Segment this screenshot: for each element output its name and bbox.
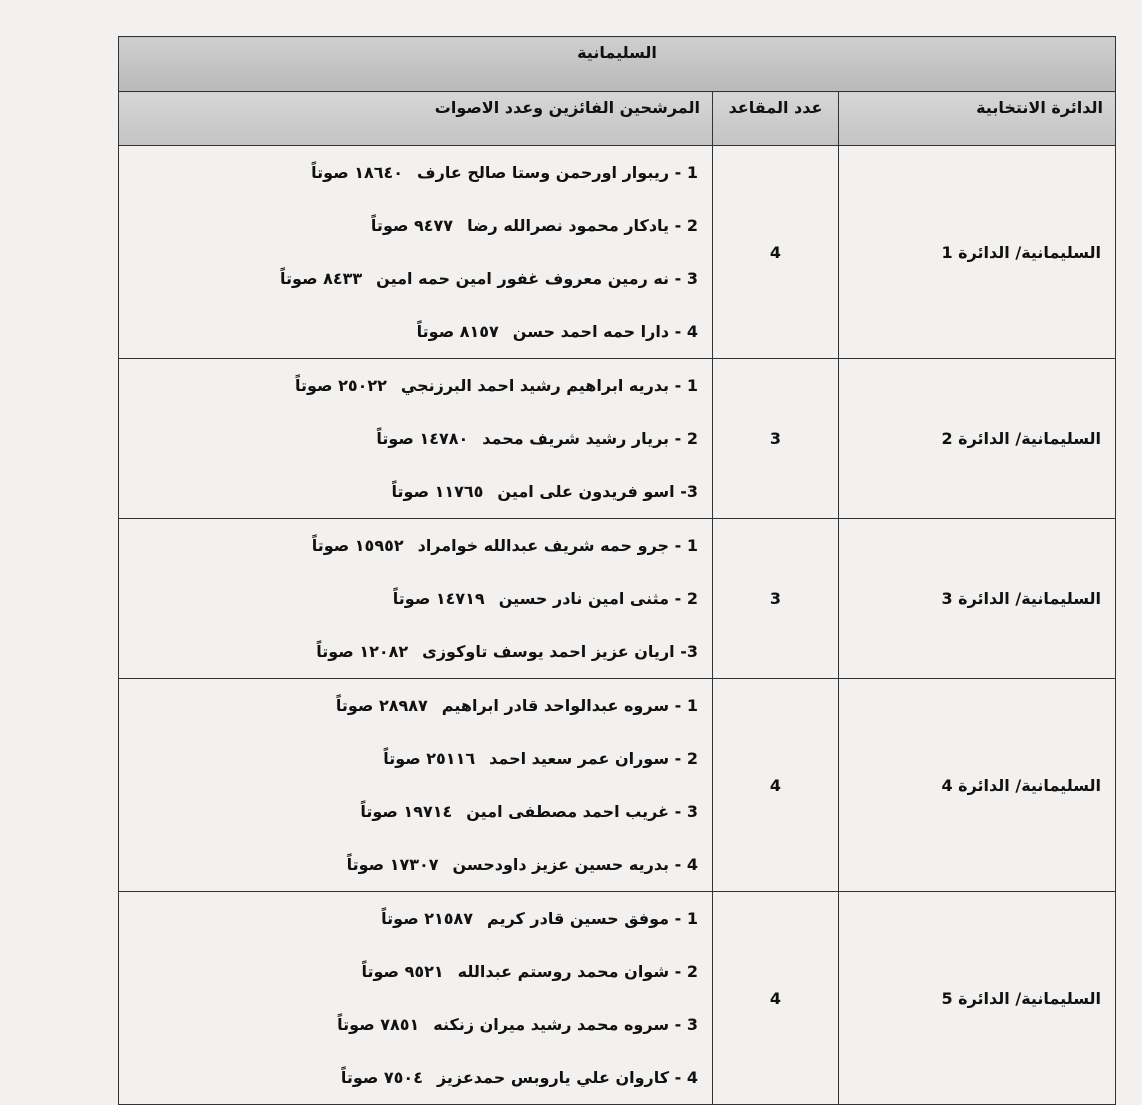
- candidate-line: [123, 519, 698, 572]
- candidates-cell: [119, 679, 713, 892]
- candidate-line: [123, 359, 698, 412]
- candidate-number: 1 -: [674, 909, 698, 928]
- candidate-votes: ١٩٧١٤ صوتاً: [360, 802, 453, 821]
- district-row: [119, 679, 1116, 892]
- candidate-line: [123, 679, 698, 732]
- candidates-cell: [119, 359, 713, 519]
- candidate-number: 2 -: [674, 216, 698, 235]
- district-row: [119, 892, 1116, 1105]
- candidate-line: [123, 785, 698, 838]
- candidate-number: 3-: [680, 482, 698, 501]
- candidate-votes: ١٢٠٨٢ صوتاً: [316, 642, 409, 661]
- candidate-number: 3-: [680, 642, 698, 661]
- candidate-name: شوان محمد روستم عبدالله: [457, 962, 670, 981]
- seats-cell: 4: [713, 146, 839, 359]
- candidate-name: كاروان علي ياروبس حمدعزيز: [436, 1068, 670, 1087]
- district-row: [119, 146, 1116, 359]
- candidate-number: 2 -: [674, 962, 698, 981]
- header-seats: عدد المقاعد: [713, 92, 839, 146]
- candidate-line: [123, 625, 698, 678]
- candidate-line: [123, 252, 698, 305]
- candidate-name: يادكار محمود نصرالله رضا: [467, 216, 670, 235]
- table-title: السليمانية: [119, 37, 1116, 92]
- candidate-votes: ٨٤٣٣ صوتاً: [280, 269, 363, 288]
- table-body: [119, 146, 1116, 1105]
- candidate-line: [123, 465, 698, 518]
- candidate-number: 1 -: [674, 376, 698, 395]
- candidate-line: [123, 838, 698, 891]
- candidate-votes: ١٤٧٨٠ صوتاً: [376, 429, 469, 448]
- district-name-cell: السليمانية/ الدائرة 4: [839, 679, 1116, 892]
- candidate-line: [123, 146, 698, 199]
- candidate-votes: ٧٥٠٤ صوتاً: [340, 1068, 423, 1087]
- candidate-line: [123, 412, 698, 465]
- candidate-line: [123, 199, 698, 252]
- candidate-votes: ٢٥١١٦ صوتاً: [383, 749, 476, 768]
- district-name-cell: السليمانية/ الدائرة 2: [839, 359, 1116, 519]
- candidate-name: بدريه ابراهيم رشيد احمد البرزنجي: [400, 376, 670, 395]
- seats-cell: 3: [713, 519, 839, 679]
- candidate-name: دارا حمه احمد حسن: [512, 322, 670, 341]
- candidate-name: نه رمين معروف غفور امين حمه امين: [376, 269, 670, 288]
- candidate-name: مثنى امين نادر حسين: [498, 589, 670, 608]
- candidate-number: 1 -: [674, 696, 698, 715]
- candidate-name: سروه عبدالواحد قادر ابراهيم: [441, 696, 670, 715]
- header-row: [119, 92, 1116, 146]
- candidate-votes: ٩٤٧٧ صوتاً: [370, 216, 454, 235]
- candidate-votes: ٩٥٢١ صوتاً: [361, 962, 444, 981]
- header-candidates: المرشحين الفائزين وعدد الاصوات: [119, 92, 713, 146]
- candidate-line: [123, 892, 698, 945]
- candidate-votes: ١٤٧١٩ صوتاً: [392, 589, 485, 608]
- candidate-name: بريار رشيد شريف محمد: [482, 429, 670, 448]
- results-table: [118, 36, 1116, 1105]
- candidate-number: 2 -: [674, 589, 698, 608]
- candidate-line: [123, 732, 698, 785]
- candidate-line: [123, 305, 698, 358]
- candidates-cell: [119, 892, 713, 1105]
- candidate-name: سوران عمر سعيد احمد: [489, 749, 670, 768]
- district-row: [119, 519, 1116, 679]
- candidate-votes: ٢٨٩٨٧ صوتاً: [335, 696, 428, 715]
- candidate-number: 2 -: [674, 429, 698, 448]
- candidate-votes: ١٨٦٤٠ صوتاً: [311, 163, 404, 182]
- seats-cell: 3: [713, 359, 839, 519]
- candidate-name: ريبوار اورحمن وستا صالح عارف: [417, 163, 670, 182]
- candidate-number: 4 -: [674, 322, 698, 341]
- candidate-votes: ١١٧٦٥ صوتاً: [391, 482, 484, 501]
- candidate-votes: ٧٨٥١ صوتاً: [337, 1015, 420, 1034]
- candidate-number: 2 -: [674, 749, 698, 768]
- table-title-row: [119, 37, 1116, 92]
- district-row: [119, 359, 1116, 519]
- candidate-line: [123, 572, 698, 625]
- district-name-cell: السليمانية/ الدائرة 5: [839, 892, 1116, 1105]
- candidates-cell: [119, 146, 713, 359]
- candidate-votes: ٨١٥٧ صوتاً: [416, 322, 499, 341]
- candidate-number: 3 -: [674, 269, 698, 288]
- candidate-name: سروه محمد رشيد ميران زنكنه: [433, 1015, 670, 1034]
- candidate-votes: ٢١٥٨٧ صوتاً: [381, 909, 474, 928]
- candidate-number: 1 -: [674, 163, 698, 182]
- candidate-line: [123, 998, 698, 1051]
- candidate-name: جرو حمه شريف عبدالله خوامراد: [417, 536, 670, 555]
- candidate-votes: ٢٥٠٢٢ صوتاً: [294, 376, 387, 395]
- candidate-number: 4 -: [674, 1068, 698, 1087]
- candidate-votes: ١٥٩٥٢ صوتاً: [311, 536, 404, 555]
- candidate-line: [123, 945, 698, 998]
- header-district: الدائرة الانتخابية: [839, 92, 1116, 146]
- candidate-line: [123, 1051, 698, 1104]
- district-name-cell: السليمانية/ الدائرة 1: [839, 146, 1116, 359]
- candidate-votes: ١٧٣٠٧ صوتاً: [346, 855, 439, 874]
- candidate-number: 1 -: [674, 536, 698, 555]
- candidate-number: 3 -: [674, 1015, 698, 1034]
- seats-cell: 4: [713, 679, 839, 892]
- candidate-name: غريب احمد مصطفى امين: [466, 802, 670, 821]
- candidate-name: موفق حسين قادر كريم: [487, 909, 670, 928]
- seats-cell: 4: [713, 892, 839, 1105]
- candidate-number: 3 -: [674, 802, 698, 821]
- candidate-name: اسو فريدون على امين: [497, 482, 675, 501]
- candidate-name: اريان عزيز احمد يوسف تاوكوزى: [422, 642, 675, 661]
- candidate-name: بدريه حسين عزيز داودحسن: [452, 855, 670, 874]
- candidate-number: 4 -: [674, 855, 698, 874]
- district-name-cell: السليمانية/ الدائرة 3: [839, 519, 1116, 679]
- candidates-cell: [119, 519, 713, 679]
